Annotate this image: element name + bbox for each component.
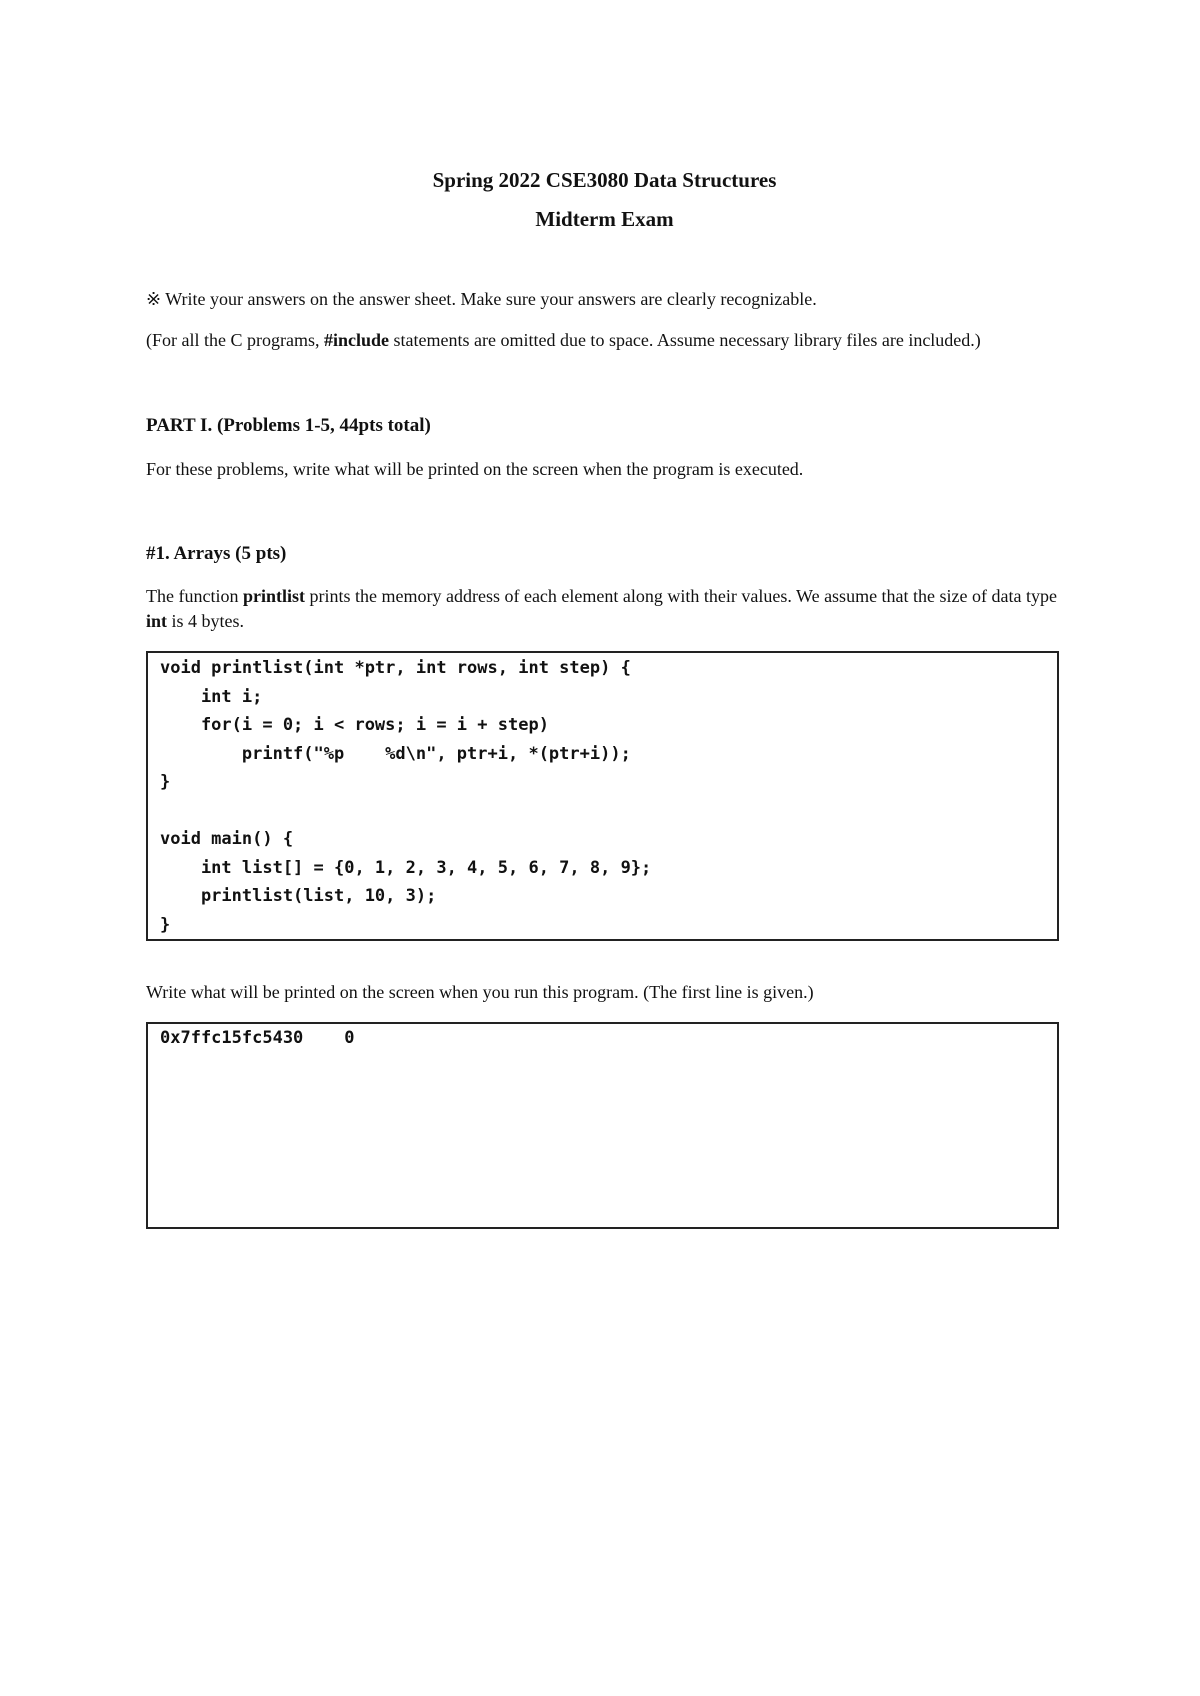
code-line: void printlist(int *ptr, int rows, int step) { [160,658,631,678]
problem1-desc-suffix: is 4 bytes. [167,611,245,631]
problem1-heading: #1. Arrays (5 pts) [146,543,287,564]
code-line: } [160,772,171,792]
code-line: int i; [160,687,263,707]
problem1-desc-prefix: The function [146,586,243,606]
code-line: void main() { [160,829,294,849]
int-keyword: int [146,611,168,631]
code-line: int list[] = {0, 1, 2, 3, 4, 5, 6, 7, 8, 9}; [160,858,652,878]
exam-subtitle: Midterm Exam [535,207,674,231]
code-line: printlist(list, 10, 3); [160,886,437,906]
part1-description: For these problems, write what will be printed on the screen when the program is executed. [146,459,804,479]
exam-title: Spring 2022 CSE3080 Data Structures [432,168,777,192]
answer-first-line: 0x7ffc15fc5430 0 [160,1028,355,1048]
answer-box[interactable] [146,1022,1059,1229]
code-box [146,651,1059,941]
instruction-line-2-prefix: (For all the C programs, [146,330,324,350]
include-keyword: #include [323,330,389,350]
problem1-desc-mid: prints the memory address of each element along with their values. We assume that the size of data type [305,586,1057,606]
instruction-line-1: ※ Write your answers on the answer sheet. Make sure your answers are clearly recognizable. [146,289,817,309]
problem1-description [146,584,1063,634]
part1-heading: PART I. (Problems 1-5, 44pts total) [146,415,431,436]
code-line: for(i = 0; i < rows; i = i + step) [160,715,549,735]
printlist-keyword: printlist [242,586,305,606]
code-line: } [160,915,171,935]
code-line: printf("%p %d\n", ptr+i, *(ptr+i)); [160,744,631,764]
answer-prompt: Write what will be printed on the screen when you run this program. (The first line is given.) [146,982,814,1002]
instruction-line-2-suffix: statements are omitted due to space. Assume necessary library files are included.) [389,330,981,350]
instruction-line-2 [146,330,981,351]
